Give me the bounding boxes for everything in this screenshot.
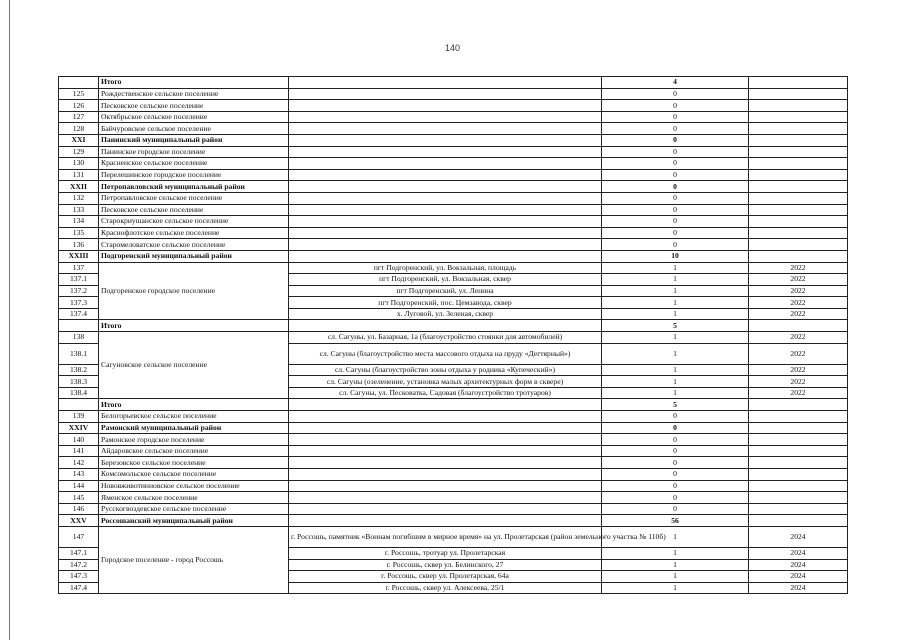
settlement-name-cell: Рамонский муниципальный район bbox=[99, 422, 289, 434]
settlement-name-cell: Итого bbox=[99, 320, 289, 332]
year-cell bbox=[749, 480, 848, 492]
year-cell bbox=[749, 169, 848, 181]
table-row bbox=[59, 332, 848, 344]
table-row-total bbox=[59, 181, 848, 193]
year-cell bbox=[749, 445, 848, 457]
table-row-total bbox=[59, 250, 848, 262]
row-number-cell: 126 bbox=[59, 100, 99, 112]
year-cell: 2022 bbox=[749, 297, 848, 309]
year-cell bbox=[749, 146, 848, 158]
count-cell: 1 bbox=[602, 274, 749, 286]
location-cell bbox=[289, 77, 602, 89]
row-number-cell: XXIV bbox=[59, 422, 99, 434]
row-number-cell: 137 bbox=[59, 262, 99, 274]
year-cell bbox=[749, 216, 848, 228]
year-cell: 2024 bbox=[749, 582, 848, 594]
location-cell bbox=[289, 192, 602, 204]
settlement-name-cell: Россошанский муниципальный район bbox=[99, 515, 289, 527]
settlement-name-cell: Русскогвоздевское сельское поселение bbox=[99, 503, 289, 515]
count-cell: 1 bbox=[602, 547, 749, 559]
settlement-name-cell: Итого bbox=[99, 77, 289, 89]
count-cell: 1 bbox=[602, 343, 749, 364]
row-number-cell: 142 bbox=[59, 457, 99, 469]
settlement-name-cell: Байчуровское сельское поселение bbox=[99, 123, 289, 135]
count-cell: 1 bbox=[602, 571, 749, 583]
table-row-total bbox=[59, 320, 848, 332]
location-cell bbox=[289, 250, 602, 262]
location-cell bbox=[289, 469, 602, 481]
location-cell: х. Луговой, ул. Зеленая, сквер bbox=[289, 308, 602, 320]
count-cell: 5 bbox=[602, 320, 749, 332]
location-cell bbox=[289, 492, 602, 504]
settlement-name-cell: Петропавловское сельское поселение bbox=[99, 192, 289, 204]
settlement-name-cell: Перелешинское городское поселение bbox=[99, 169, 289, 181]
row-number-cell: 140 bbox=[59, 434, 99, 446]
year-cell bbox=[749, 320, 848, 332]
row-number-cell: XXV bbox=[59, 515, 99, 527]
settlement-name-cell: Петропавловский муниципальный район bbox=[99, 181, 289, 193]
year-cell bbox=[749, 123, 848, 135]
location-cell bbox=[289, 169, 602, 181]
year-cell: 2024 bbox=[749, 547, 848, 559]
row-number-cell: 137.4 bbox=[59, 308, 99, 320]
count-cell: 10 bbox=[602, 250, 749, 262]
settlement-name-cell: Подгоренское городское поселение bbox=[99, 262, 289, 320]
location-cell bbox=[289, 445, 602, 457]
table-row-total bbox=[59, 77, 848, 89]
year-cell bbox=[749, 111, 848, 123]
row-number-cell: 145 bbox=[59, 492, 99, 504]
page-edge-rule bbox=[9, 0, 10, 640]
location-cell bbox=[289, 88, 602, 100]
row-number-cell: 147.4 bbox=[59, 582, 99, 594]
location-cell bbox=[289, 239, 602, 251]
table-row-total bbox=[59, 422, 848, 434]
row-number-cell: 132 bbox=[59, 192, 99, 204]
settlement-name-cell: Итого bbox=[99, 399, 289, 411]
count-cell: 0 bbox=[602, 100, 749, 112]
count-cell: 0 bbox=[602, 158, 749, 170]
settlement-name-cell: Белогорьевское сельское поселение bbox=[99, 411, 289, 423]
settlement-name-cell: Песковское сельское поселение bbox=[99, 100, 289, 112]
location-cell bbox=[289, 181, 602, 193]
location-cell: пгт Подгоренский, пос. Цемзавода, сквер bbox=[289, 297, 602, 309]
table-row bbox=[59, 123, 848, 135]
location-cell bbox=[289, 146, 602, 158]
count-cell: 0 bbox=[602, 422, 749, 434]
table-row-total bbox=[59, 515, 848, 527]
count-cell: 1 bbox=[602, 387, 749, 399]
location-cell: г. Россошь, сквер ул. Алексеева, 25/1 bbox=[289, 582, 602, 594]
table-row bbox=[59, 227, 848, 239]
row-number-cell: 147.3 bbox=[59, 571, 99, 583]
count-cell: 0 bbox=[602, 88, 749, 100]
table-row bbox=[59, 146, 848, 158]
count-cell: 1 bbox=[602, 308, 749, 320]
location-cell: пгт Подгоренский, ул. Ленина bbox=[289, 285, 602, 297]
year-cell: 2022 bbox=[749, 262, 848, 274]
settlement-name-cell: Комсомольское сельское поселение bbox=[99, 469, 289, 481]
count-cell: 0 bbox=[602, 480, 749, 492]
count-cell: 1 bbox=[602, 297, 749, 309]
settlement-name-cell: Краснофлотское сельское поселение bbox=[99, 227, 289, 239]
settlement-name-cell: Панинское городское поселение bbox=[99, 146, 289, 158]
row-number-cell: 138.2 bbox=[59, 364, 99, 376]
settlement-name-cell: Рождественское сельское поселение bbox=[99, 88, 289, 100]
count-cell: 1 bbox=[602, 262, 749, 274]
settlement-name-cell: Березовское сельское поселение bbox=[99, 457, 289, 469]
table-row bbox=[59, 480, 848, 492]
settlement-name-cell: Старомеловатское сельское поселение bbox=[99, 239, 289, 251]
location-cell bbox=[289, 100, 602, 112]
count-cell: 0 bbox=[602, 169, 749, 181]
location-cell: сл. Сагуны, ул. Базарная, 1а (благоустройство стоянки для автомобилей) bbox=[289, 332, 602, 344]
table-row bbox=[59, 169, 848, 181]
count-cell: 0 bbox=[602, 111, 749, 123]
year-cell bbox=[749, 158, 848, 170]
table-row bbox=[59, 100, 848, 112]
year-cell: 2022 bbox=[749, 285, 848, 297]
table-row bbox=[59, 411, 848, 423]
year-cell: 2022 bbox=[749, 343, 848, 364]
year-cell: 2022 bbox=[749, 308, 848, 320]
year-cell bbox=[749, 422, 848, 434]
count-cell: 5 bbox=[602, 399, 749, 411]
year-cell bbox=[749, 239, 848, 251]
location-cell: пгт Подгоренский, ул. Вокзальная, площадь bbox=[289, 262, 602, 274]
row-number-cell: XXII bbox=[59, 181, 99, 193]
table-row bbox=[59, 158, 848, 170]
count-cell: 0 bbox=[602, 492, 749, 504]
count-cell: 0 bbox=[602, 216, 749, 228]
row-number-cell bbox=[59, 320, 99, 332]
year-cell bbox=[749, 515, 848, 527]
row-number-cell: 143 bbox=[59, 469, 99, 481]
year-cell bbox=[749, 503, 848, 515]
row-number-cell: 138 bbox=[59, 332, 99, 344]
count-cell: 0 bbox=[602, 469, 749, 481]
table-row bbox=[59, 445, 848, 457]
count-cell: 0 bbox=[602, 192, 749, 204]
year-cell bbox=[749, 399, 848, 411]
settlement-name-cell: Панинский муниципальный район bbox=[99, 134, 289, 146]
row-number-cell: 147.2 bbox=[59, 559, 99, 571]
table-row bbox=[59, 216, 848, 228]
row-number-cell: 138.3 bbox=[59, 376, 99, 388]
count-cell: 1 bbox=[602, 559, 749, 571]
location-cell bbox=[289, 320, 602, 332]
count-cell: 1 bbox=[602, 582, 749, 594]
year-cell: 2024 bbox=[749, 571, 848, 583]
table-row bbox=[59, 469, 848, 481]
row-number-cell: 138.1 bbox=[59, 343, 99, 364]
location-cell: сл. Сагуны (благоустройство зоны отдыха у родника «Купеческий») bbox=[289, 364, 602, 376]
row-number-cell: 128 bbox=[59, 123, 99, 135]
location-cell bbox=[289, 480, 602, 492]
year-cell: 2022 bbox=[749, 364, 848, 376]
year-cell bbox=[749, 181, 848, 193]
location-cell bbox=[289, 515, 602, 527]
location-cell bbox=[289, 134, 602, 146]
year-cell: 2022 bbox=[749, 274, 848, 286]
row-number-cell: 141 bbox=[59, 445, 99, 457]
count-cell: 0 bbox=[602, 411, 749, 423]
location-cell bbox=[289, 503, 602, 515]
year-cell bbox=[749, 411, 848, 423]
location-cell: г. Россошь, сквер ул. Пролетарская, 64а bbox=[289, 571, 602, 583]
table-row bbox=[59, 526, 848, 547]
table-row bbox=[59, 503, 848, 515]
year-cell bbox=[749, 88, 848, 100]
count-cell: 1 bbox=[602, 376, 749, 388]
settlement-name-cell: Песковское сельское поселение bbox=[99, 204, 289, 216]
location-cell bbox=[289, 227, 602, 239]
count-cell: 0 bbox=[602, 457, 749, 469]
row-number-cell bbox=[59, 77, 99, 89]
settlement-name-cell: Яменское сельское поселение bbox=[99, 492, 289, 504]
table-row bbox=[59, 239, 848, 251]
row-number-cell: 129 bbox=[59, 146, 99, 158]
location-cell bbox=[289, 204, 602, 216]
settlement-name-cell: Октябрьское сельское поселение bbox=[99, 111, 289, 123]
settlement-name-cell: Нововживотинновское сельское поселение bbox=[99, 480, 289, 492]
year-cell bbox=[749, 204, 848, 216]
page-number: 140 bbox=[444, 43, 461, 53]
table-row bbox=[59, 457, 848, 469]
count-cell: 0 bbox=[602, 239, 749, 251]
location-cell bbox=[289, 158, 602, 170]
count-cell: 0 bbox=[602, 134, 749, 146]
location-cell bbox=[289, 434, 602, 446]
count-cell: 0 bbox=[602, 227, 749, 239]
row-number-cell: 136 bbox=[59, 239, 99, 251]
count-cell: 0 bbox=[602, 434, 749, 446]
row-number-cell: 139 bbox=[59, 411, 99, 423]
year-cell bbox=[749, 100, 848, 112]
row-number-cell: 127 bbox=[59, 111, 99, 123]
row-number-cell: 137.3 bbox=[59, 297, 99, 309]
row-number-cell: 133 bbox=[59, 204, 99, 216]
row-number-cell: 134 bbox=[59, 216, 99, 228]
location-cell: сл. Сагуны (озеленение, установка малых архитектурных форм в сквере) bbox=[289, 376, 602, 388]
location-cell bbox=[289, 399, 602, 411]
row-number-cell: 147.1 bbox=[59, 547, 99, 559]
row-number-cell: 125 bbox=[59, 88, 99, 100]
year-cell bbox=[749, 77, 848, 89]
count-cell: 56 bbox=[602, 515, 749, 527]
location-cell: пгт Подгоренский, ул. Вокзальная, сквер bbox=[289, 274, 602, 286]
settlement-name-cell: Подгоренский муниципальный район bbox=[99, 250, 289, 262]
year-cell bbox=[749, 134, 848, 146]
count-cell: 0 bbox=[602, 181, 749, 193]
settlement-name-cell: Сагуновское сельское поселение bbox=[99, 332, 289, 399]
count-cell: 0 bbox=[602, 503, 749, 515]
location-cell bbox=[289, 111, 602, 123]
count-cell: 1 bbox=[602, 364, 749, 376]
year-cell bbox=[749, 492, 848, 504]
location-cell bbox=[289, 411, 602, 423]
row-number-cell: XXIII bbox=[59, 250, 99, 262]
count-cell: 0 bbox=[602, 146, 749, 158]
location-cell: г. Россошь, памятник «Воинам погибшим в мирное время» на ул. Пролетарская (район земельного участка № 110б) bbox=[289, 526, 602, 547]
objects-table bbox=[58, 76, 848, 594]
year-cell bbox=[749, 457, 848, 469]
table-row-total bbox=[59, 134, 848, 146]
row-number-cell: 137.2 bbox=[59, 285, 99, 297]
location-cell bbox=[289, 216, 602, 228]
count-cell: 0 bbox=[602, 204, 749, 216]
count-cell: 0 bbox=[602, 123, 749, 135]
settlement-name-cell: Городское поселение - город Россошь bbox=[99, 526, 289, 593]
row-number-cell: 146 bbox=[59, 503, 99, 515]
table-row bbox=[59, 192, 848, 204]
location-cell bbox=[289, 123, 602, 135]
settlement-name-cell: Красненское сельское поселение bbox=[99, 158, 289, 170]
row-number-cell: 138.4 bbox=[59, 387, 99, 399]
row-number-cell: 131 bbox=[59, 169, 99, 181]
row-number-cell: XXI bbox=[59, 134, 99, 146]
settlement-name-cell: Старокриушанское сельское поселение bbox=[99, 216, 289, 228]
year-cell: 2022 bbox=[749, 387, 848, 399]
year-cell bbox=[749, 469, 848, 481]
count-cell: 1 bbox=[602, 285, 749, 297]
location-cell: сл. Сагуны (благоустройство места массового отдыха на пруду «Дегтярный») bbox=[289, 343, 602, 364]
location-cell bbox=[289, 457, 602, 469]
table-row-total bbox=[59, 399, 848, 411]
year-cell bbox=[749, 192, 848, 204]
location-cell: г. Россошь, тротуар ул. Пролетарская bbox=[289, 547, 602, 559]
row-number-cell bbox=[59, 399, 99, 411]
year-cell: 2022 bbox=[749, 376, 848, 388]
table-row bbox=[59, 204, 848, 216]
settlement-name-cell: Айдаровское сельское поселение bbox=[99, 445, 289, 457]
year-cell: 2024 bbox=[749, 559, 848, 571]
count-cell: 1 bbox=[602, 526, 749, 547]
row-number-cell: 135 bbox=[59, 227, 99, 239]
location-cell bbox=[289, 422, 602, 434]
row-number-cell: 147 bbox=[59, 526, 99, 547]
year-cell bbox=[749, 434, 848, 446]
row-number-cell: 144 bbox=[59, 480, 99, 492]
table-row bbox=[59, 492, 848, 504]
table-row bbox=[59, 88, 848, 100]
count-cell: 1 bbox=[602, 332, 749, 344]
table-row bbox=[59, 262, 848, 274]
location-cell: сл. Сагуны, ул. Песковатка, Садовая (благоустройство тротуаров) bbox=[289, 387, 602, 399]
count-cell: 0 bbox=[602, 445, 749, 457]
year-cell bbox=[749, 250, 848, 262]
year-cell: 2022 bbox=[749, 332, 848, 344]
table-row bbox=[59, 434, 848, 446]
table-row bbox=[59, 111, 848, 123]
location-cell: г. Россошь, сквер ул. Белинского, 27 bbox=[289, 559, 602, 571]
year-cell bbox=[749, 227, 848, 239]
row-number-cell: 130 bbox=[59, 158, 99, 170]
settlement-name-cell: Рамонское городское поселение bbox=[99, 434, 289, 446]
row-number-cell: 137.1 bbox=[59, 274, 99, 286]
count-cell: 4 bbox=[602, 77, 749, 89]
year-cell: 2024 bbox=[749, 526, 848, 547]
